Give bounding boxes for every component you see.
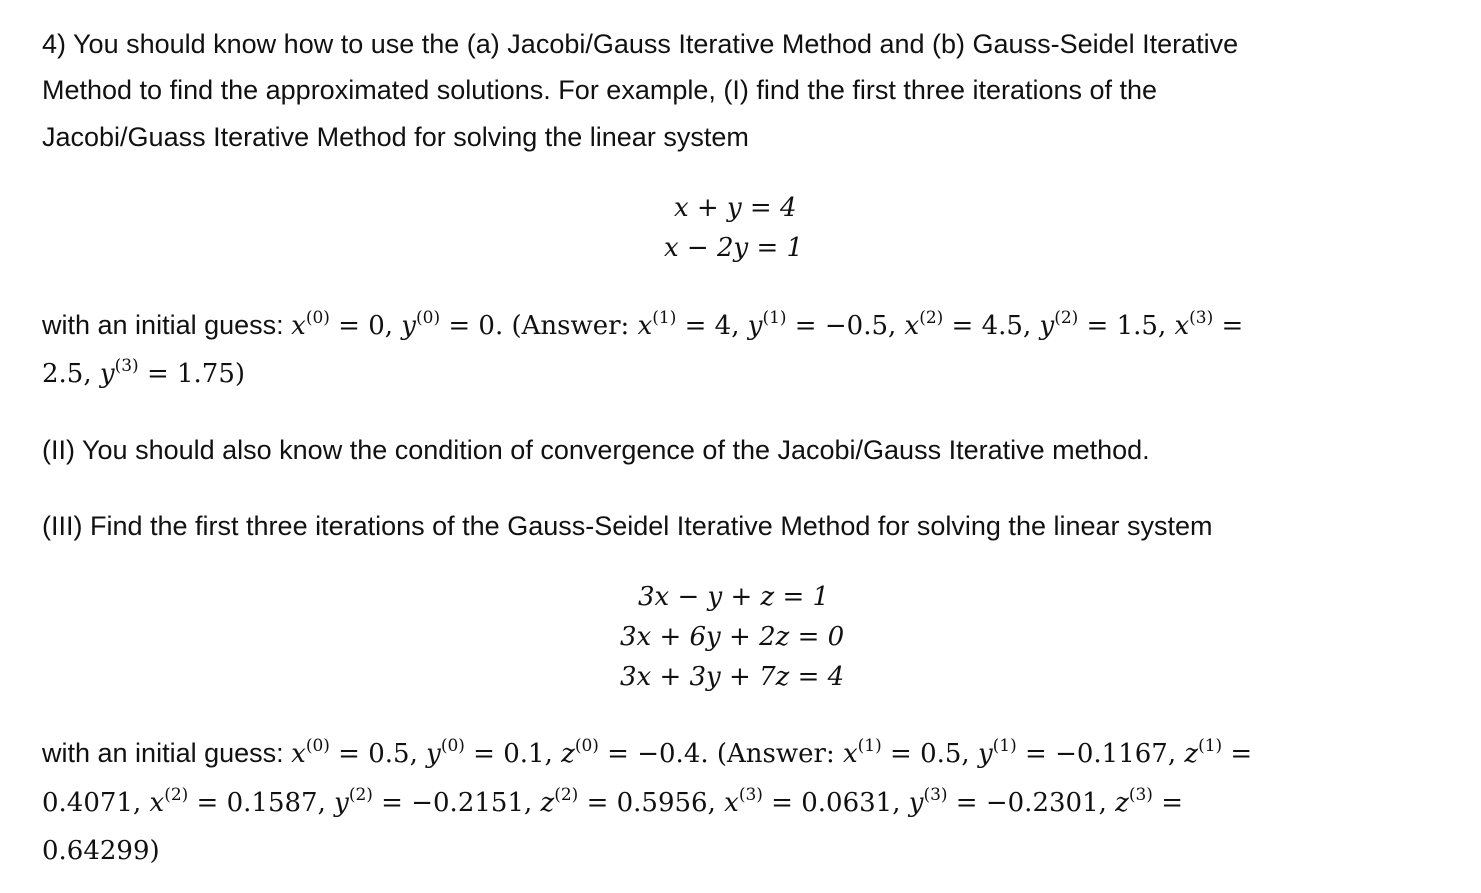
intro-line-3: Jacobi/Guass Iterative Method for solving the linear system <box>42 122 749 152</box>
intro-line-1: 4) You should know how to use the (a) Jacobi/Gauss Iterative Method and (b) Gauss-Seidel Iterative <box>42 29 1239 59</box>
system2-equation-2: 3x + 6y + 2z = 0 <box>620 622 845 652</box>
guess1-line-1 <box>42 307 1244 341</box>
system1-equation-1: x + y = 4 <box>674 193 797 223</box>
guess2-math-1: $x^{(0)} = 0.5$, $y^{(0)} = 0.1$, $z^{(0)} = -0.4$. (Answer: $x^{(1)} = 0.5$, $y^{(1)} = -0.1167$, $z^{(1)}$ = <box>291 735 1253 769</box>
system2-equation-1: 3x − y + z = 1 <box>638 582 830 612</box>
guess2-line-2: 0.4071, $x^{(2)} = 0.1587$, $y^{(2)} = -0.2151$, $z^{(2)} = 0.5956$, $x^{(3)} = 0.0631$, $y^{(3)} = -0.2301$, $z^{(3)}$ = <box>42 784 1183 818</box>
guess2-line-3: 0.64299) <box>42 836 160 866</box>
guess2-line-1 <box>42 735 1253 769</box>
intro-line-2: Method to find the approximated solutions. For example, (I) find the first three iterations of the <box>42 75 1158 105</box>
system2-equation-3: 3x + 3y + 7z = 4 <box>620 662 845 692</box>
guess2-prefix: with an initial guess: <box>42 738 292 768</box>
system1-equation-2: x − 2y = 1 <box>664 233 804 263</box>
guess1-math-1: $x^{(0)} = 0$, $y^{(0)} = 0$. (Answer: $x^{(1)} = 4$, $y^{(1)} = -0.5$, $x^{(2)} = 4.5$, $y^{(2)} = 1.5$, $x^{(3)}$ = <box>291 307 1244 341</box>
guess1-prefix: with an initial guess: <box>42 310 292 340</box>
part3-text: (III) Find the first three iterations of the Gauss-Seidel Iterative Method for solving the linear system <box>42 511 1213 541</box>
guess1-line-2: 2.5, $y^{(3)} = 1.75$) <box>42 355 246 389</box>
part2-text: (II) You should also know the condition of convergence of the Jacobi/Gauss Iterative method. <box>42 435 1150 465</box>
